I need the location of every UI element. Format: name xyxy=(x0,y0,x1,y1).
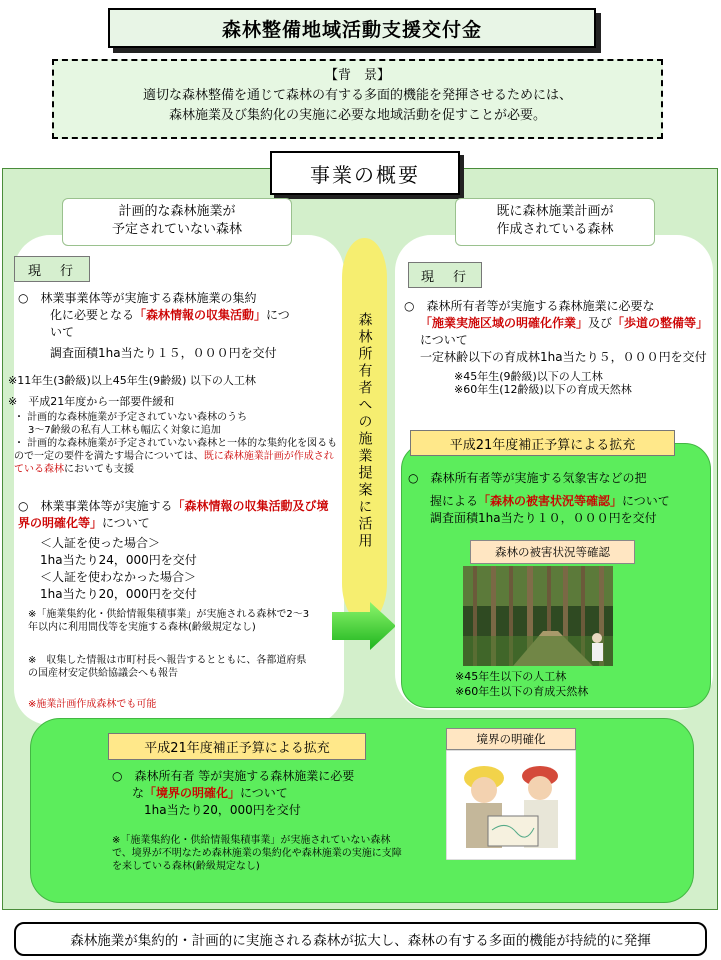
left-relax-title: ※ 平成21年度から一部要件緩和 xyxy=(8,395,175,408)
text: 及び xyxy=(588,316,613,330)
background-line-2: 森林施業及び集約化の実施に必要な地域活動を促すことが必要。 xyxy=(168,108,546,123)
left-item-1-line-3: いて xyxy=(50,325,75,339)
left-item-2-case-1: ＜人証を使った場合＞ xyxy=(40,536,161,550)
left-item-1-note: ※11年生(3齢級)以上45年生(9齢級) 以下の人工林 xyxy=(8,374,256,387)
text: ○ 森林所有者等が実施する森林施業に必要な xyxy=(404,299,655,313)
text: につ xyxy=(266,308,290,322)
forest-photo-label: 森林の被害状況等確認 xyxy=(470,540,635,564)
left-note-1: ※「施業集約化・供給情報集積事業」が実施される森林で2～3年以内に利用間伐等を実施する森林(齢級規定なし) xyxy=(28,609,310,633)
proposal-bar: 森林所有者への施業提案に活用 xyxy=(342,238,387,623)
background-line-1: 適切な森林整備を通じて森林の有する多面的機能を発揮させるためには、 xyxy=(142,88,572,103)
forest-photo xyxy=(463,566,613,666)
footer-summary: 森林施業が集約的・計画的に実施される森林が拡大し、森林の有する多面的機能が持続的に発揮 xyxy=(14,922,707,956)
highlight-text: 「歩道の整備等」 xyxy=(612,316,709,330)
left-current-label: 現 行 xyxy=(14,256,90,282)
bottom-supplement-item xyxy=(112,768,432,819)
page-title: 森林整備地域活動支援交付金 xyxy=(108,8,596,48)
left-item-2-amount-2: 1ha当たり20，000円を交付 xyxy=(40,587,197,601)
left-item-1-line-2 xyxy=(18,307,336,324)
text: について xyxy=(102,516,150,530)
right-supplement-amount: 調査面積1ha当たり１０，０００円を交付 xyxy=(430,511,657,525)
highlight-text: 「施業実施区域の明確化作業」 xyxy=(420,316,589,330)
text: ○ 林業事業体等が実施する xyxy=(18,499,173,513)
left-note-3: ※施業計画作成森林でも可能 xyxy=(28,699,157,710)
text: な xyxy=(132,786,145,800)
background-heading: 【背 景】 xyxy=(324,68,390,83)
left-item-2-case-2: ＜人証を使わなかった場合＞ xyxy=(40,570,197,584)
highlight-text: 「森林情報の収集活動」 xyxy=(134,308,267,322)
right-header xyxy=(455,198,655,246)
right-item-1-note-2: ※60年生(12齢級)以下の育成天然林 xyxy=(454,383,632,396)
left-relax-2c: においても支援 xyxy=(64,464,134,475)
text: について xyxy=(240,786,288,800)
right-item-1 xyxy=(404,298,709,396)
bottom-supplement-label: 平成21年度補正予算による拡充 xyxy=(108,733,366,760)
left-header-line-1: 計画的な森林施業が xyxy=(118,204,236,219)
right-supplement-label: 平成21年度補正予算による拡充 xyxy=(410,430,675,456)
overview-title: 事業の概要 xyxy=(270,151,460,195)
left-relax-block xyxy=(8,395,338,476)
right-current-label: 現 行 xyxy=(408,262,482,288)
left-item-1-line: ○ 林業事業体等が実施する森林施業の集約 xyxy=(18,291,257,305)
left-relax-2: ・ 計画的な森林施業が予定されていない森林と一体的な集約化を図るもので一定の要件を満たす場合については、 xyxy=(14,438,338,462)
left-relax-2-red: 既に森林施業計画が作成されている森林 xyxy=(14,451,334,475)
highlight-text: 「森林の被害状況等確認」 xyxy=(478,494,623,508)
text: 握による xyxy=(430,494,479,508)
right-supplement-note-1: ※45年生以下の人工林 xyxy=(455,670,567,683)
right-supplement-note-2: ※60年生以下の育成天然林 xyxy=(455,685,589,698)
background-box xyxy=(52,59,663,139)
text: 化に必要となる xyxy=(50,308,135,322)
left-header-line-2: 予定されていない森林 xyxy=(111,222,242,237)
left-relax-1: ・ 計画的な森林施業が予定されていない森林のうち xyxy=(14,412,248,423)
highlight-text: 「森林情報の収集活動及び境界の明確化等」 xyxy=(18,499,329,530)
left-note-2: ※ 収集した情報は市町村長へ報告するとともに、各都道府県の国産材安定供給協議会へも報告 xyxy=(28,655,307,679)
right-item-1-note-1: ※45年生(9齢級)以下の人工林 xyxy=(454,370,603,383)
left-header xyxy=(62,198,292,246)
highlight-text: 「境界の明確化」 xyxy=(144,786,241,800)
left-item-1-amount: 調査面積1ha当たり１５，０００円を交付 xyxy=(50,346,277,360)
left-item-2-amount-1: 1ha当たり24，000円を交付 xyxy=(40,553,197,567)
right-item-1-amount: 一定林齢以下の育成林1ha当たり５，０００円を交付 xyxy=(420,350,707,364)
text: について xyxy=(420,333,468,347)
right-header-line-1: 既に森林施業計画が xyxy=(496,204,614,219)
text: ○ 森林所有者等が実施する気象害などの把 xyxy=(408,471,647,485)
text: ○ 森林所有者 等が実施する森林施業に必要 xyxy=(112,769,355,783)
boundary-illustration xyxy=(446,750,576,860)
left-item-2 xyxy=(18,498,336,603)
right-supplement-item xyxy=(408,470,708,527)
right-header-line-2: 作成されている森林 xyxy=(496,222,614,237)
left-relax-1b: 3～7齢級の私有人工林も幅広く対象に追加 xyxy=(28,425,221,436)
text: について xyxy=(622,494,670,508)
left-item-1 xyxy=(18,290,336,362)
bottom-supplement-note: ※「施業集約化・供給情報集積事業」が実施されていない森林で、境界が不明なため森林施業の集約化や森林施業の実施に支障を来している森林(齢級規定なし) xyxy=(112,835,402,872)
right-arrow-icon xyxy=(330,600,398,652)
bottom-supplement-amount: 1ha当たり20，000円を交付 xyxy=(144,803,301,817)
boundary-illustration-label: 境界の明確化 xyxy=(446,728,576,750)
